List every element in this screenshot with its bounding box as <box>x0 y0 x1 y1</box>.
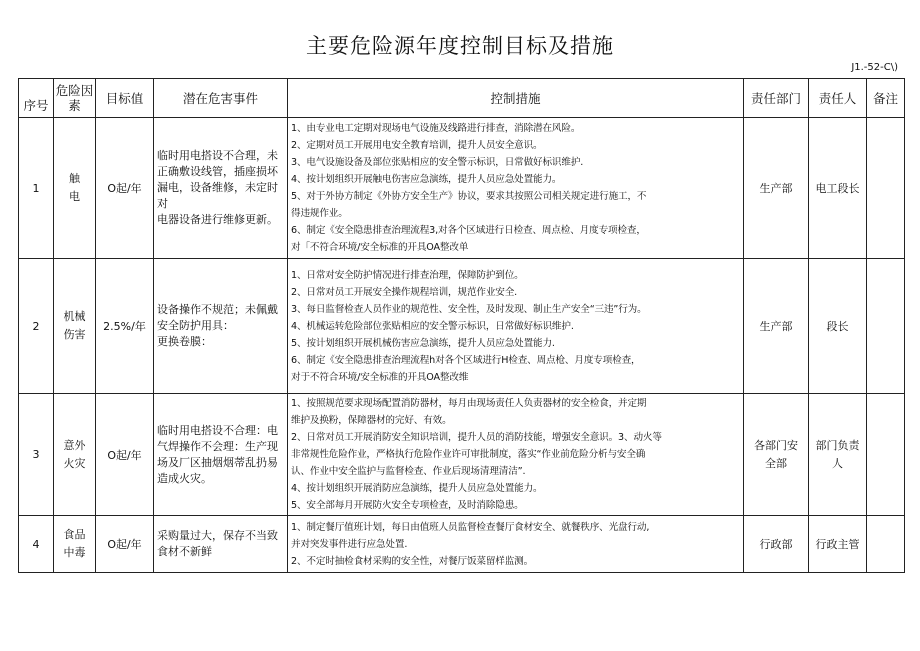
row-no: 3 <box>19 394 54 516</box>
document-code: J1.-52-C\) <box>851 62 898 73</box>
row-factor: 意外 火灾 <box>54 394 96 516</box>
table-row <box>19 394 905 516</box>
row-measures: 1、按照规范要求现场配置消防器材，每月由现场责任人负责器材的安全检食，并定期 维护及换粉，保障器材的完好、有效。 2、日常对员工开展消防安全知识培训，提升人员的消防技能，增强安全意识。3、动火等 非常规性危险作业，严格执行危险作业许可审批制度，落实“作业前危险分析与安全确 认、作业中安全监护与监督检查、作业后现场清理清洁”. 4、按计划组织开展消防应急演练，提升人员应急处置能力。 5、安全部每月开展防火安全专项检查，及时消除隐患。 <box>288 394 744 516</box>
row-event: 临时用电搭设不合理，未 正确敷设线管，插座损坏 漏电，设备维修，未定时对 电器设备进行维修更新。 <box>154 118 288 259</box>
row-measures: 1、日常对安全防护情况进行排查治理，保障防护到位。 2、日常对员工开展安全操作规程培训，规范作业安全. 3、每日监督检查人员作业的规范性、安全性，及时发现、制止生产安全“三违”行为。 4、机械运转危险部位张贴相应的安全警示标识，日常做好标识维护. 5、按计划组织开展机械伤害应急演练，提升人员应急处置能力. 6、制定《安全隐患排查治理流程h对各个区域进行H检查、周点枪、月度专项检查， 对于不符合环境/安全标准的开具OA整改维 <box>288 259 744 394</box>
document-title: 主要危险源年度控制目标及措施 <box>306 34 614 58</box>
row-dept: 生产部 <box>744 118 809 259</box>
header-person: 责任人 <box>809 79 867 118</box>
row-target: 2.5%/年 <box>96 259 154 394</box>
row-event: 临时用电搭设不合理：电 气焊操作不会理：生产现 场及厂区抽烟烟蒂乱扔易 造成火灾。 <box>154 394 288 516</box>
header-no: 序号 <box>19 79 54 118</box>
row-dept: 行政部 <box>744 516 809 573</box>
table-row <box>19 516 905 573</box>
header-dept: 责任部门 <box>744 79 809 118</box>
hazard-control-table <box>18 78 905 573</box>
row-no: 4 <box>19 516 54 573</box>
row-dept: 各部门安 全部 <box>744 394 809 516</box>
row-event: 采购量过大，保存不当致 食材不新鲜 <box>154 516 288 573</box>
header-event: 潜在危害事件 <box>154 79 288 118</box>
table-row <box>19 118 905 259</box>
row-no: 2 <box>19 259 54 394</box>
row-remark <box>867 394 905 516</box>
row-target: O起/年 <box>96 118 154 259</box>
row-remark <box>867 118 905 259</box>
row-event: 设备操作不规范；未佩戴 安全防护用具： 更换卷膜： <box>154 259 288 394</box>
header-target: 目标值 <box>96 79 154 118</box>
row-factor: 食品 中毒 <box>54 516 96 573</box>
row-remark <box>867 259 905 394</box>
row-target: O起/年 <box>96 394 154 516</box>
row-person: 部门负责 人 <box>809 394 867 516</box>
table-header-row <box>19 79 905 118</box>
row-dept: 生产部 <box>744 259 809 394</box>
header-measures: 控制措施 <box>288 79 744 118</box>
row-factor: 触 电 <box>54 118 96 259</box>
row-no: 1 <box>19 118 54 259</box>
row-person: 段长 <box>809 259 867 394</box>
row-person: 行政主管 <box>809 516 867 573</box>
row-target: O起/年 <box>96 516 154 573</box>
header-remark: 备注 <box>867 79 905 118</box>
table-row <box>19 259 905 394</box>
row-remark <box>867 516 905 573</box>
row-measures: 1、由专业电工定期对现场电气设施及线路进行排查，消除潜在风险。 2、定期对员工开展用电安全教育培训，提升人员安全意识。 3、电气设施设备及部位张贴相应的安全警示标识，日常做好标识维护. 4、按计划组织开展触电伤害应急演练，提升人员应急处置能力。 5、对于外协方制定《外协方安全生产》协议，要求其按照公司相关规定进行施工，不 得违规作业。 6、制定《安全隐患排查治理流程3,对各个区域进行日检查、周点检、月度专项检查， 对「不符合环境/安全标准的开具OA整改单 <box>288 118 744 259</box>
row-measures: 1、制定餐厅值班计划，每日由值班人员监督检查餐厅食材安全、就餐秩序、光盘行动, 并对突发事件进行应急处置. 2、不定时抽检食材采购的安全性，对餐厅饭菜留样监测。 <box>288 516 744 573</box>
row-factor: 机械 伤害 <box>54 259 96 394</box>
row-person: 电工段长 <box>809 118 867 259</box>
header-factor: 危险因素 <box>54 79 96 118</box>
